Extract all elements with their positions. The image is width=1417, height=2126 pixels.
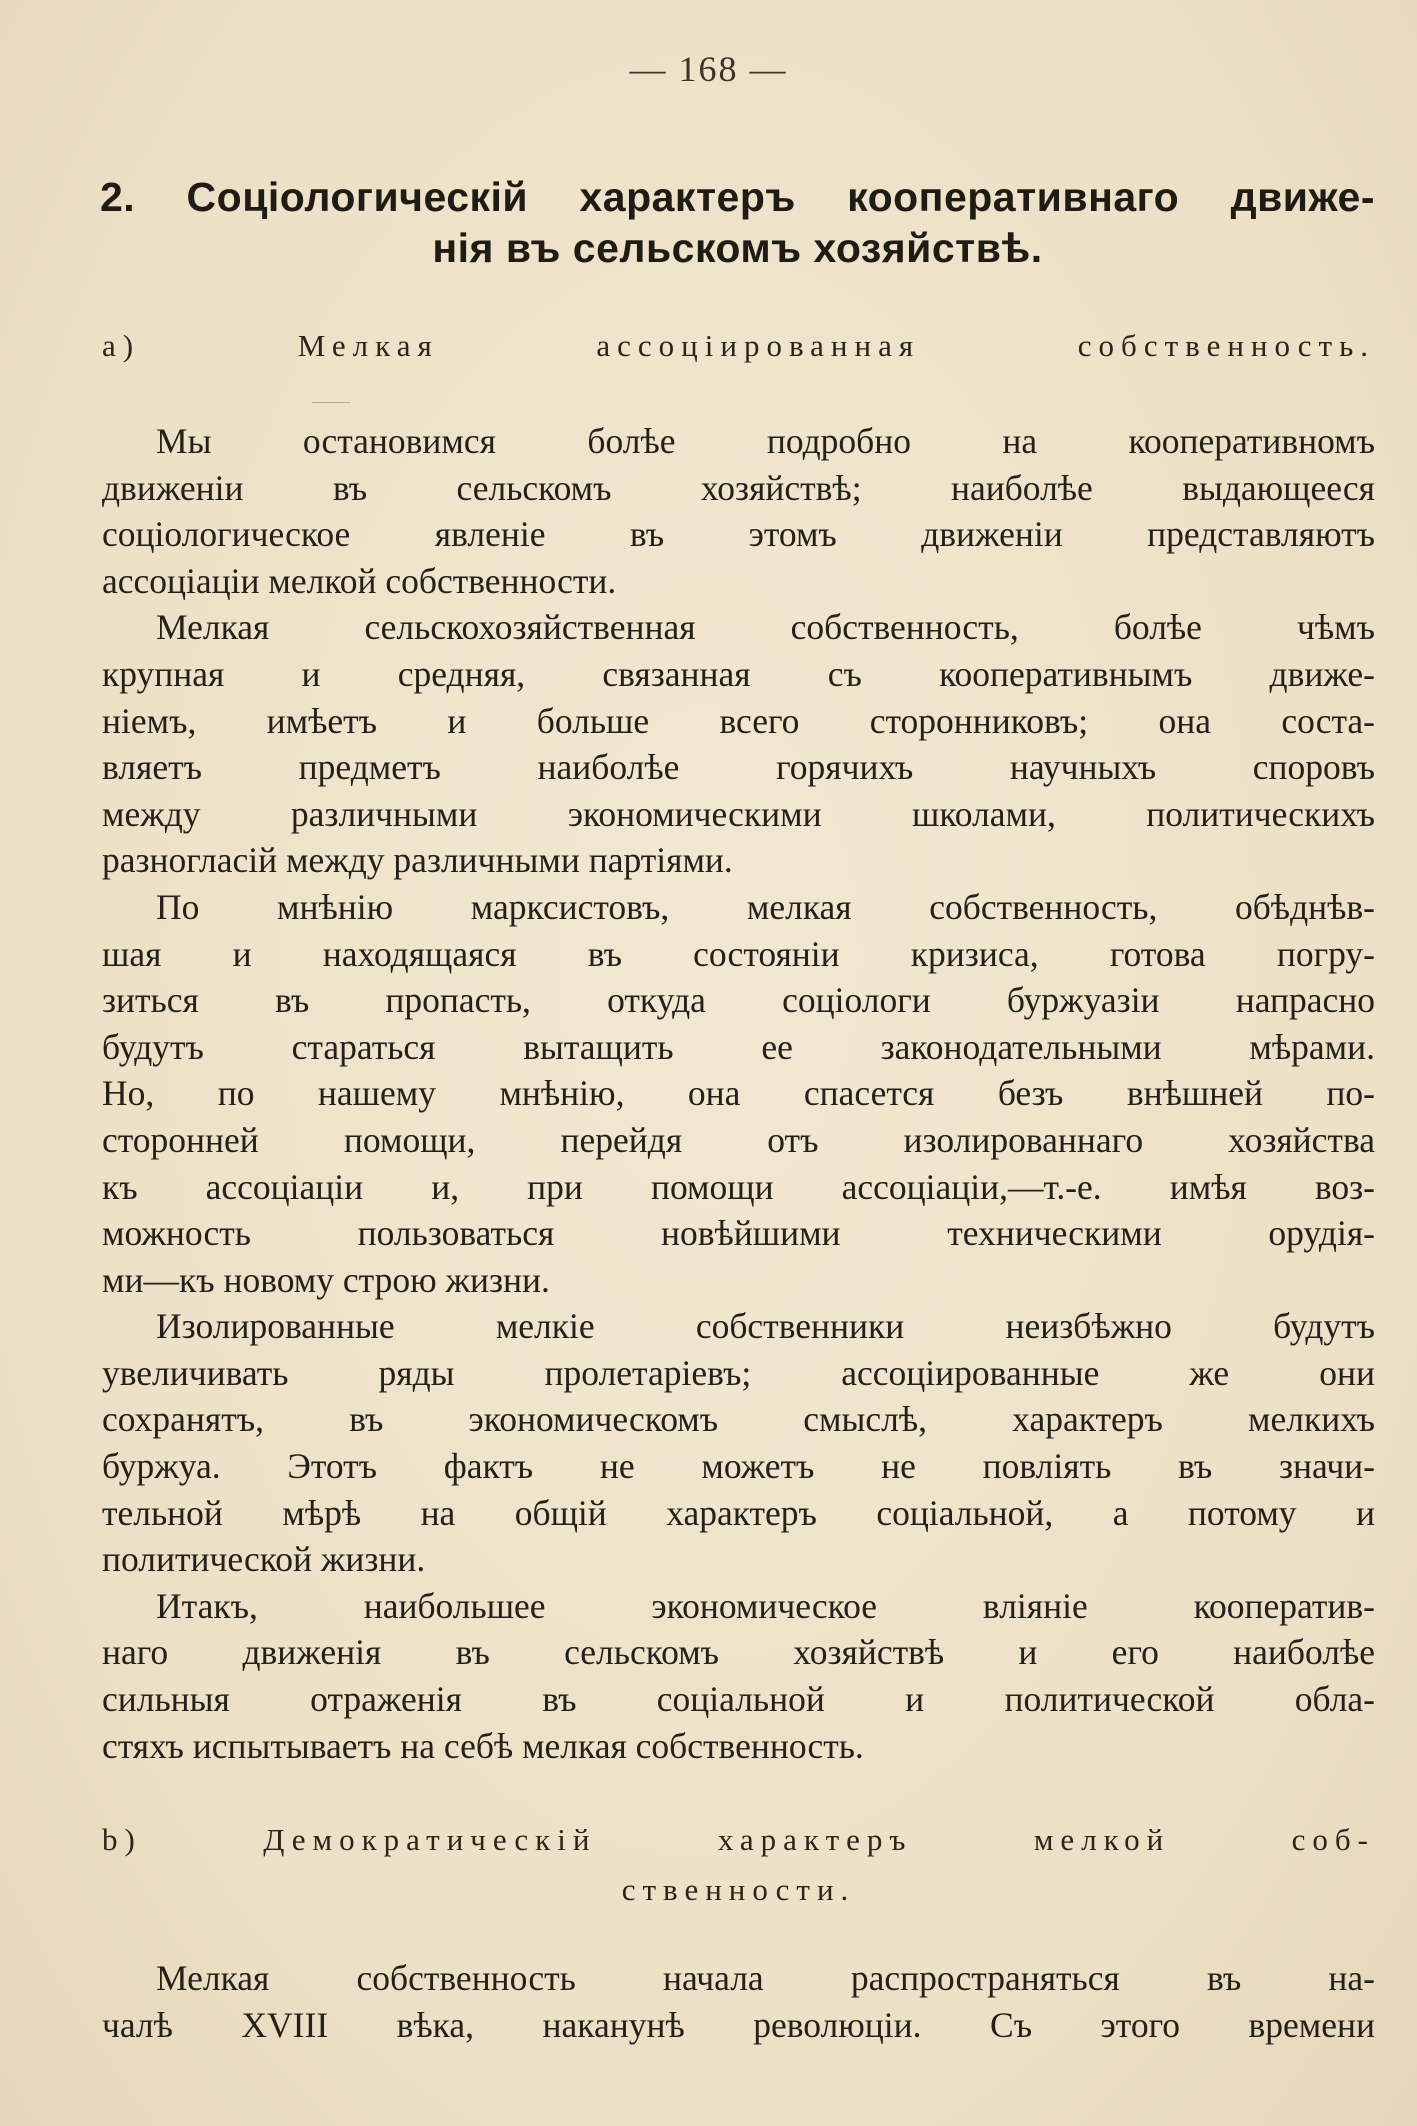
paragraph-2 [102,604,1375,884]
text-line: крупная и средняя, связанная съ кооперативнымъ движе- [102,653,1375,694]
text-line: разногласій между различными партіями. [102,840,733,881]
text-line: ніемъ, имѣетъ и больше всего сторонниковъ; она соста- [102,700,1375,741]
text-line: будутъ стараться вытащить ее законодательными мѣрами. [102,1026,1375,1067]
text-line: сохранятъ, въ экономическомъ смыслѣ, характеръ мелкихъ [102,1399,1375,1440]
subsection-b-heading-line-2: ственности. [621,1872,856,1907]
text-line: По мнѣнію марксистовъ, мелкая собственность, обѣднѣв- [156,886,1375,927]
text-line: между различными экономическими школами, политическихъ [102,793,1375,834]
section-heading [100,172,1375,274]
section-heading-line-1: 2. Соціологическій характеръ кооперативнаго движе- [100,174,1375,220]
text-line: ассоціаціи мелкой собственности. [102,560,617,601]
text-line: ми—къ новому строю жизни. [102,1259,550,1300]
text-line: шая и находящаяся въ состояніи кризиса, готова погру- [102,933,1375,974]
text-line: можность пользоваться новѣйшими техническими орудія- [102,1213,1375,1254]
paragraph-3 [102,884,1375,1303]
text-line: сторонней помощи, перейдя отъ изолированнаго хозяйства [102,1119,1375,1160]
text-line: соціологическое явленіе въ этомъ движеніи представляютъ [102,514,1375,555]
text-line: Итакъ, наибольшее экономическое вліяніе кооператив- [156,1585,1375,1626]
subsection-a-heading [102,328,1375,364]
section-heading-line-2: нія въ сельскомъ хозяйствѣ. [432,225,1043,271]
subsection-a-heading-line-1: а) Мелкая ассоціированная собственность. [102,328,1375,363]
text-line: Но, по нашему мнѣнію, она спасется безъ внѣшней по- [102,1073,1375,1114]
text-line: буржуа. Этотъ фактъ не можетъ не повліять въ значи- [102,1446,1375,1487]
text-line: зиться въ пропасть, откуда соціологи буржуазіи напрасно [102,980,1375,1021]
final-paragraph [102,1955,1375,2048]
text-line: наго движенія въ сельскомъ хозяйствѣ и его наиболѣе [102,1632,1375,1673]
short-divider [312,402,350,403]
text-line: Мы остановимся болѣе подробно на кооперативномъ [156,421,1375,461]
text-line: увеличивать ряды пролетаріевъ; ассоціированные же они [102,1352,1375,1393]
subsection-b-heading [102,1815,1375,1915]
text-line: къ ассоціаціи и, при помощи ассоціаціи,—т.-е. имѣя воз- [102,1166,1375,1207]
text-line: чалѣ XVIII вѣка, наканунѣ революціи. Съ этого времени [102,2004,1375,2045]
text-line: сильныя отраженія въ соціальной и политической обла- [102,1679,1375,1720]
paragraph-5 [102,1583,1375,1769]
body-text [102,418,1375,1769]
text-line: тельной мѣрѣ на общій характеръ соціальной, а потому и [102,1492,1375,1533]
page-number: — 168 — [629,49,788,89]
text-line: Мелкая собственность начала распространяться въ на- [156,1958,1375,1998]
text-line: Мелкая сельскохозяйственная собственность, болѣе чѣмъ [156,607,1375,648]
text-line: стяхъ испытываетъ на себѣ мелкая собственность. [102,1725,864,1766]
text-line: вляетъ предметъ наиболѣе горячихъ научныхъ споровъ [102,747,1375,788]
paragraph-1 [102,418,1375,604]
text-line: Изолированные мелкіе собственники неизбѣжно будутъ [156,1306,1375,1347]
paragraph-4 [102,1303,1375,1583]
subsection-b-heading-line-1: b) Демократическій характеръ мелкой соб- [102,1822,1375,1857]
text-line: движеніи въ сельскомъ хозяйствѣ; наиболѣе выдающееся [102,467,1375,508]
text-line: политической жизни. [102,1539,426,1580]
